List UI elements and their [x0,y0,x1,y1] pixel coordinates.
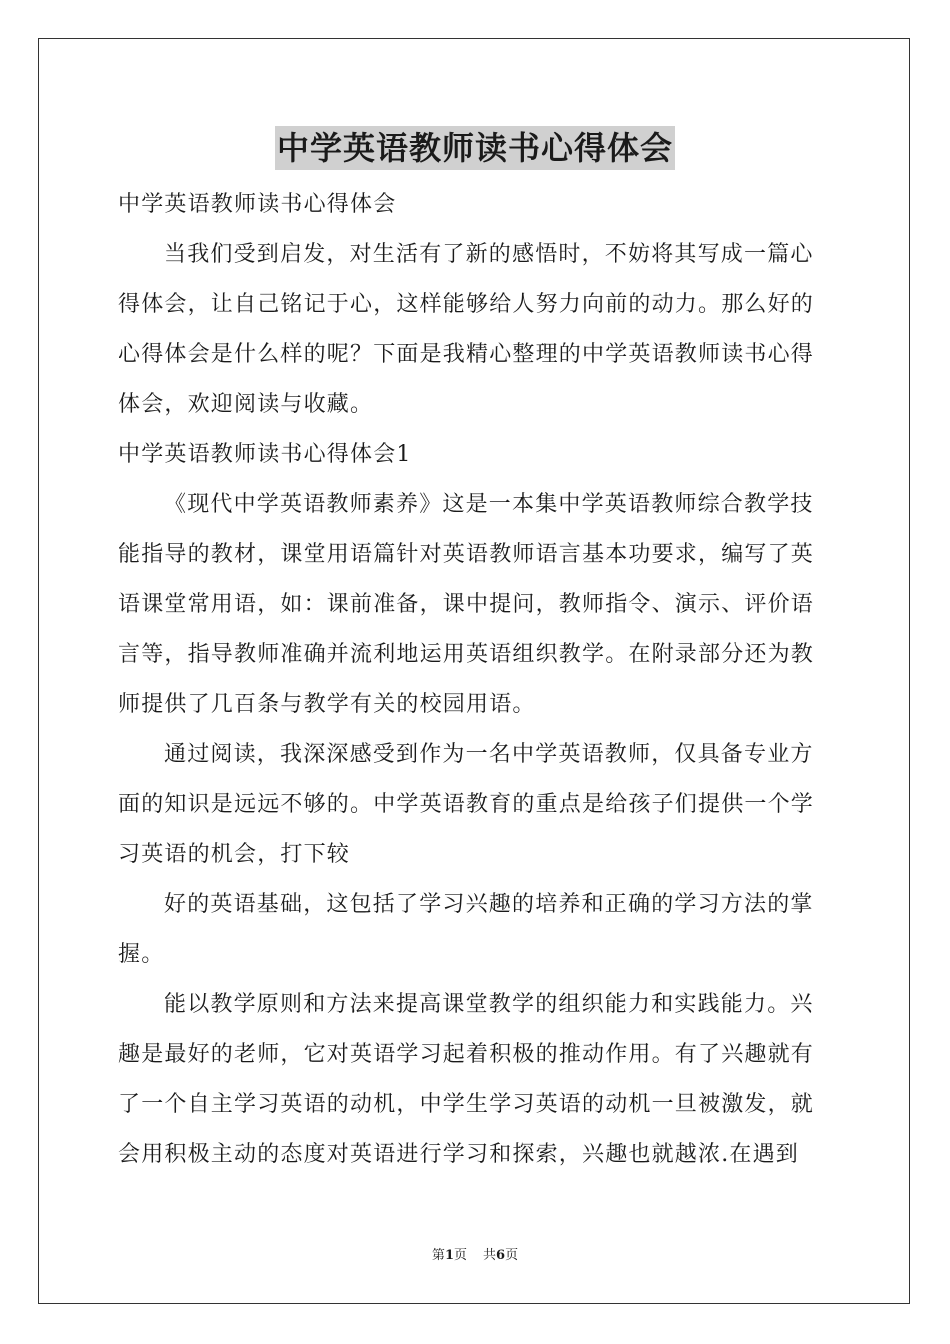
text-line: 面的知识是远远不够的。中学英语教育的重点是给孩子们提供一个学 [118,792,815,817]
text-line: 语课堂常用语，如：课前准备，课中提问，教师指令、演示、评价语 [118,592,815,617]
page-prefix: 第 [431,1248,445,1263]
current-page-number: 1 [444,1248,454,1263]
text-line: 中学英语教师读书心得体会 [118,192,397,217]
text-line: 能指导的教材，课堂用语篇针对英语教师语言基本功要求，编写了英 [118,542,815,567]
title-area [0,126,950,170]
text-line: 得体会，让自己铭记于心，这样能够给人努力向前的动力。那么好的 [118,292,815,317]
text-line: 趣是最好的老师，它对英语学习起着积极的推动作用。有了兴趣就有 [118,1042,815,1067]
text-line: 习英语的机会，打下较 [118,842,351,867]
text-line: 体会，欢迎阅读与收藏。 [118,392,374,417]
text-line: 中学英语教师读书心得体会1 [118,442,412,467]
text-line: 《现代中学英语教师素养》这是一本集中学英语教师综合教学技 [164,492,814,517]
total-suffix: 页 [505,1248,519,1263]
document-body [118,180,832,1180]
text-line: 师提供了几百条与教学有关的校园用语。 [118,692,536,717]
page-footer [0,1247,950,1265]
text-line: 握。 [118,942,165,967]
total-prefix: 共 [483,1248,497,1263]
document-title: 中学英语教师读书心得体会 [275,126,675,170]
text-line: 好的英语基础，这包括了学习兴趣的培养和正确的学习方法的掌 [164,892,814,917]
total-pages-number: 6 [496,1248,506,1263]
text-line: 言等，指导教师准确并流利地运用英语组织教学。在附录部分还为教 [118,642,815,667]
text-line: 当我们受到启发，对生活有了新的感悟时，不妨将其写成一篇心 [164,242,814,267]
page-suffix: 页 [453,1248,467,1263]
text-line: 能以教学原则和方法来提高课堂教学的组织能力和实践能力。兴 [164,992,814,1017]
text-line: 了一个自主学习英语的动机，中学生学习英语的动机一旦被激发，就 [118,1092,815,1117]
text-line: 会用积极主动的态度对英语进行学习和探索，兴趣也就越浓.在遇到 [118,1142,799,1167]
text-line: 心得体会是什么样的呢？下面是我精心整理的中学英语教师读书心得 [118,342,815,367]
text-line: 通过阅读，我深深感受到作为一名中学英语教师，仅具备专业方 [164,742,814,767]
